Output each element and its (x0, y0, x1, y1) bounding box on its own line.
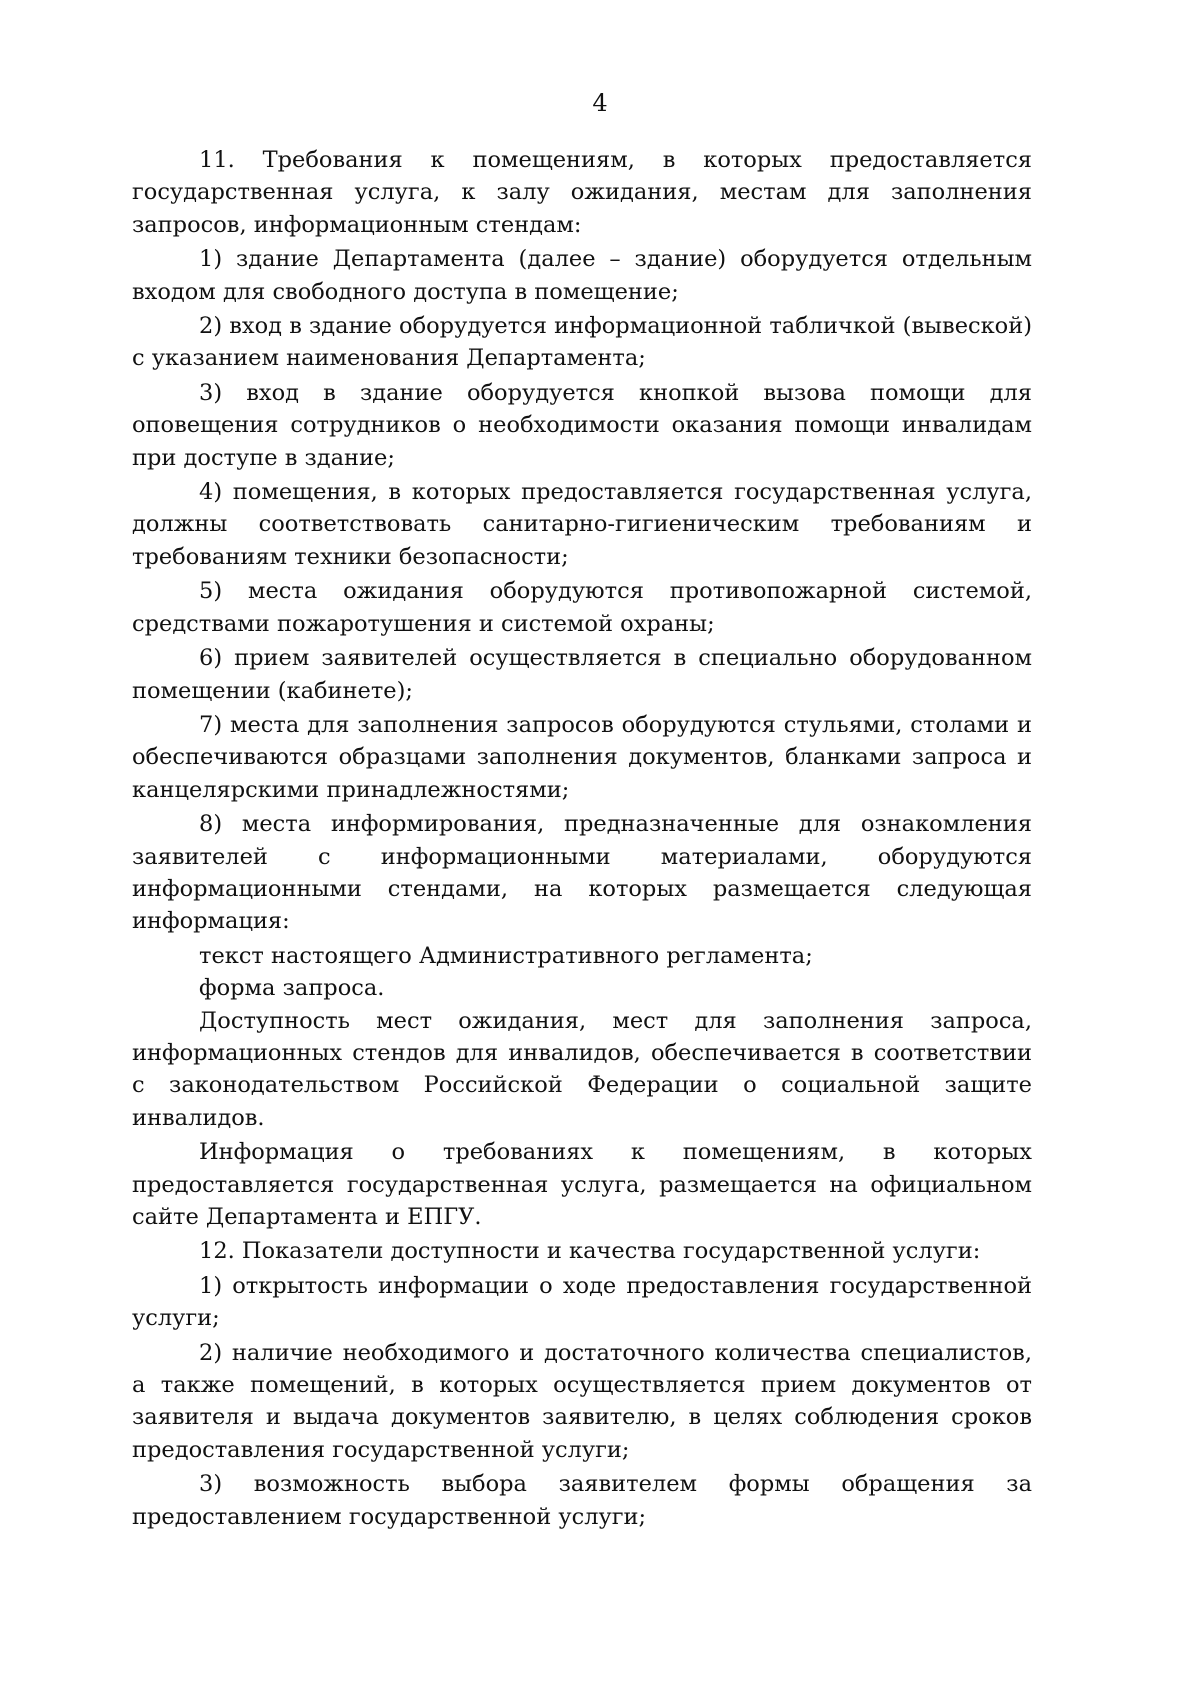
section-11-item-1: 1) здание Департамента (далее – здание) оборудуется отдельным входом для свободного доступа в помещение; (132, 246, 1032, 305)
section-11-item-3: 3) вход в здание оборудуется кнопкой вызова помощи для оповещения сотрудников о необходимости оказания помощи инвалидам при доступе в здание; (132, 379, 1032, 471)
section-11-item-2: 2) вход в здание оборудуется информационной табличкой (вывеской) с указанием наименования Департамента; (132, 313, 1032, 372)
section-12-item-3: 3) возможность выбора заявителем формы обращения за предоставлением государственной услуги; (132, 1471, 1032, 1530)
accessibility-paragraph: Доступность мест ожидания, мест для заполнения запроса, информационных стендов для инвалидов, обеспечивается в соответствии с законодательством Российской Федерации о социальной защите инвалидов. (132, 1007, 1032, 1131)
requirements-info-paragraph: Информация о требованиях к помещениям, в которых предоставляется государственная услуга, размещается на официальном сайте Департамента и ЕПГУ. (132, 1139, 1032, 1230)
section-11-item-5: 5) места ожидания оборудуются противопожарной системой, средствами пожаротушения и системой охраны; (132, 578, 1032, 637)
section-11-item-4: 4) помещения, в которых предоставляется государственная услуга, должны соответствовать санитарно-гигиеническим требованиям и требованиям техники безопасности; (132, 479, 1032, 570)
info-list-item-2: форма запроса. (199, 975, 385, 1002)
section-12-item-2: 2) наличие необходимого и достаточного количества специалистов, а также помещений, в которых осуществляется прием документов от заявителя и выдача документов заявителю, в целях соблюдения сроков предоставления государственной услуги; (132, 1339, 1032, 1463)
info-list-item-1: текст настоящего Административного регламента; (199, 942, 813, 969)
section-12-heading: 12. Показатели доступности и качества государственной услуги: (199, 1238, 981, 1265)
document-body (132, 144, 1032, 1533)
page-number: 4 (592, 89, 608, 117)
section-11-item-7: 7) места для заполнения запросов оборудуются стульями, столами и обеспечиваются образцами заполнения документов, бланками запроса и канцелярскими принадлежностями; (132, 711, 1032, 803)
section-11-item-6: 6) прием заявителей осуществляется в специально оборудованном помещении (кабинете); (132, 645, 1032, 704)
section-12-item-1: 1) открытость информации о ходе предоставления государственной услуги; (132, 1272, 1032, 1332)
section-11-heading: 11. Требования к помещениям, в которых предоставляется государственная услуга, к залу ожидания, местам для заполнения запросов, информационным стендам: (132, 147, 1032, 238)
section-11-item-8: 8) места информирования, предназначенные для ознакомления заявителей с информационными материалами, оборудуются информационными стендами, на которых размещается следующая информация: (132, 811, 1032, 935)
